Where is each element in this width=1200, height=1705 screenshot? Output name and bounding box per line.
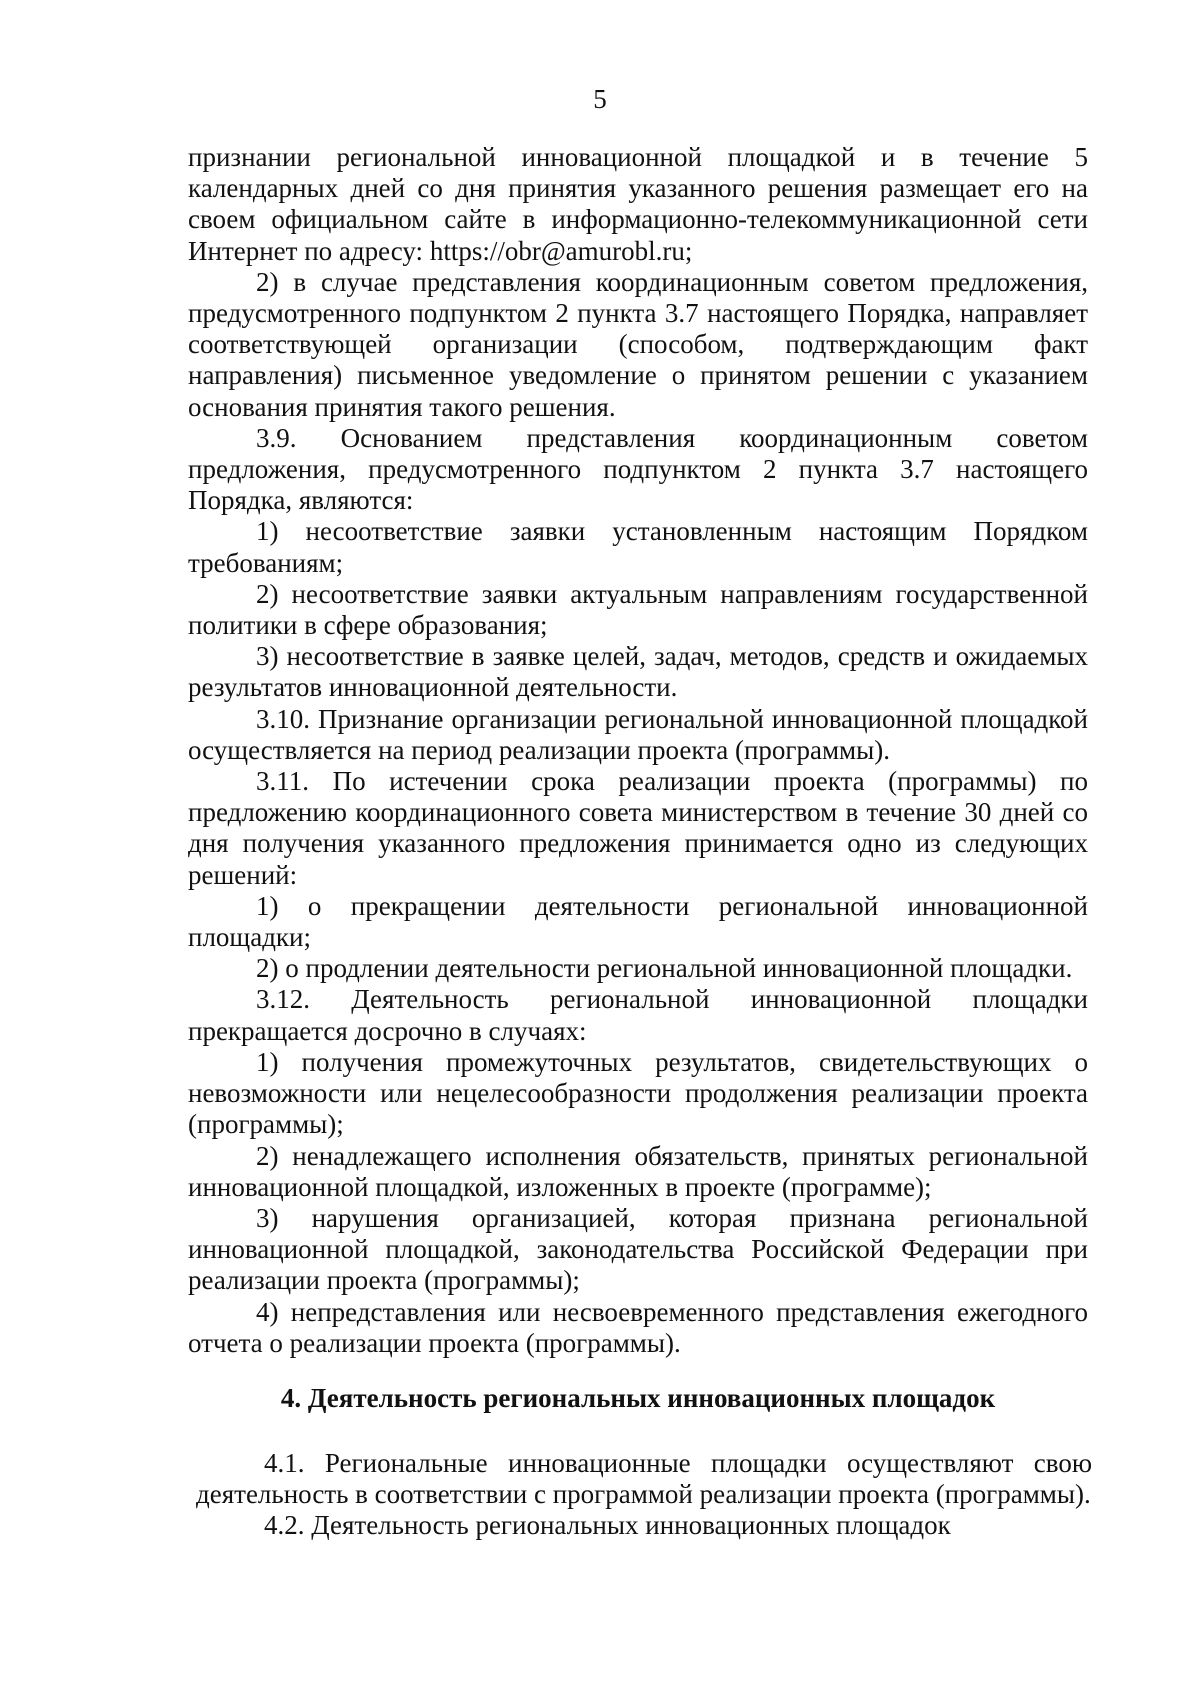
list-item: 3) нарушения организацией, которая признана региональной инновационной площадкой, законодательства Российской Федерации при реализации проекта (программы);	[188, 1202, 1088, 1296]
section-heading: 4. Деятельность региональных инновационных площадок	[280, 1383, 996, 1413]
list-item: 2) несоответствие заявки актуальным направлениям государственной политики в сфере образования;	[188, 578, 1088, 641]
paragraph: 3.9. Основанием представления координационным советом предложения, предусмотренного подпунктом 2 пункта 3.7 настоящего Порядка, являются:	[188, 422, 1088, 516]
document-body	[188, 142, 1088, 1359]
paragraph: 3.11. По истечении срока реализации проекта (программы) по предложению координационного совета министерством в течение 30 дней со дня получения указанного предложения принимается одно из следующих решений:	[188, 766, 1088, 890]
list-item: 2) о продлении деятельности региональной инновационной площадки.	[256, 953, 1073, 984]
paragraph: 2) в случае представления координационным советом предложения, предусмотренного подпунктом 2 пункта 3.7 настоящего Порядка, направляет соответствующей организации (способом, подтверждающим факт направления) письменное уведомление о принятом решении с указанием основания принятия такого решения.	[188, 266, 1088, 422]
paragraph: 4.1. Региональные инновационные площадки осуществляют свою деятельность в соответствии с программой реализации проекта (программы).	[196, 1448, 1092, 1510]
list-item: 4) непредставления или несвоевременного представления ежегодного отчета о реализации проекта (программы).	[188, 1296, 1088, 1358]
paragraph: 3.12. Деятельность региональной инновационной площадки прекращается досрочно в случаях:	[188, 984, 1088, 1046]
paragraph: 3.10. Признание организации региональной инновационной площадкой осуществляется на период реализации проекта (программы).	[188, 703, 1088, 765]
page-number: 5	[593, 84, 607, 114]
list-item: 1) несоответствие заявки установленным настоящим Порядком требованиям;	[188, 516, 1088, 578]
list-item: 1) о прекращении деятельности региональной инновационной площадки;	[188, 890, 1088, 953]
list-item: 1) получения промежуточных результатов, свидетельствующих о невозможности или нецелесообразности продолжения реализации проекта (программы);	[188, 1046, 1088, 1140]
section-body	[196, 1448, 1092, 1542]
paragraph: 4.2. Деятельность региональных инновационных площадок	[264, 1510, 951, 1541]
list-item: 2) ненадлежащего исполнения обязательств, принятых региональной инновационной площадкой, изложенных в проекте (программе);	[188, 1140, 1088, 1202]
paragraph: признании региональной инновационной площадкой и в течение 5 календарных дней со дня принятия указанного решения размещает его на своем официальном сайте в информационно-телекоммуникационной сети Интернет по адресу: https://obr@amurobl.ru;	[188, 142, 1088, 266]
list-item: 3) несоответствие в заявке целей, задач, методов, средств и ожидаемых результатов инновационной деятельности.	[188, 641, 1088, 703]
